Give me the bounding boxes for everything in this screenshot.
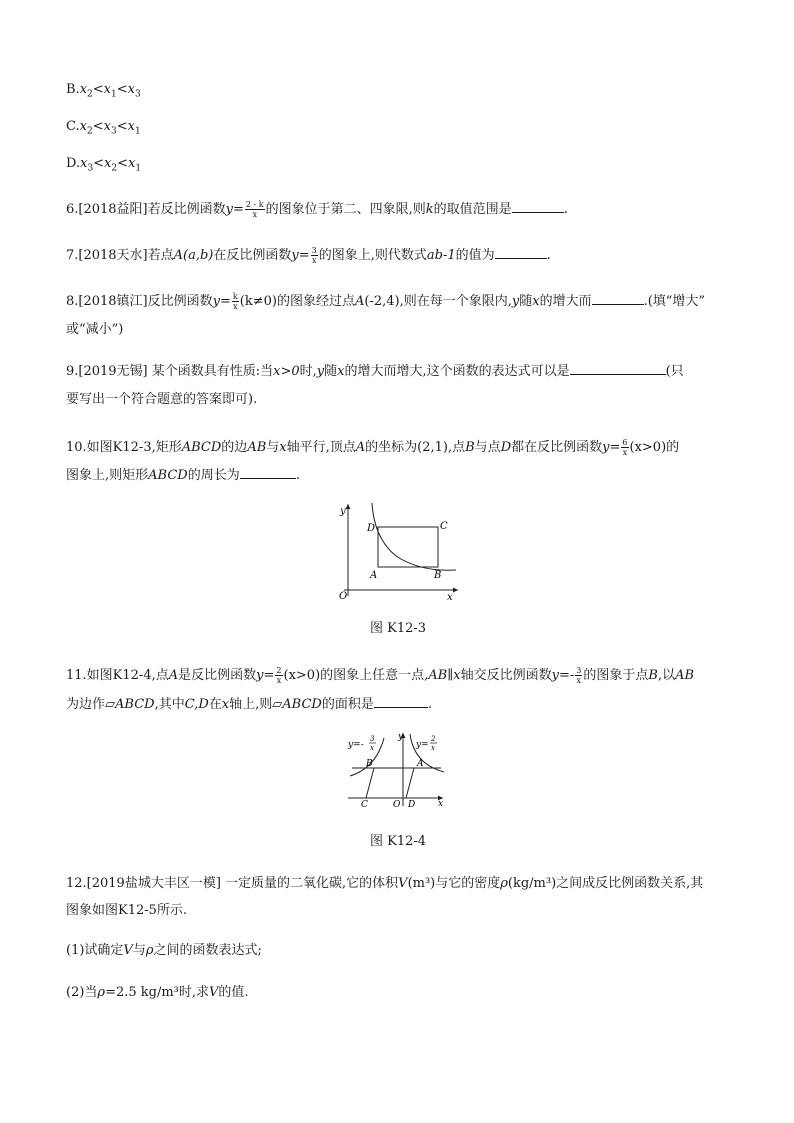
answer-blank[interactable]: [592, 292, 644, 305]
answer-blank[interactable]: [374, 695, 428, 708]
point-d-label: D: [408, 800, 416, 810]
y-axis-label: y: [398, 732, 404, 742]
question-6: 6.[2018益阳]若反比例函数y= $\frac{2 - k}{x}$ 的图象位于第二、四象限,则k的取值范围是 .: [66, 200, 568, 219]
point-b-label: B: [366, 759, 373, 769]
question-11-line-2: 为边作▱ABCD,其中C,D在x轴上,则▱ABCD的面积是 .: [66, 697, 432, 712]
origin-label: O: [393, 800, 401, 810]
figure-k12-4-caption: 图 K12-4: [370, 834, 427, 849]
answer-blank[interactable]: [240, 466, 296, 479]
fraction: $\frac{2 - k}{x}$: [245, 200, 264, 219]
point-c-label: C: [361, 800, 368, 810]
point-a-label: A: [370, 570, 378, 581]
y-axis-label: y: [340, 506, 346, 517]
choice-d[interactable]: $D.x_3<x_2<x_1$: [66, 156, 142, 174]
left-function-numerator: 3: [370, 735, 375, 743]
figure-k12-3: [330, 498, 465, 603]
question-10: 10.如图K12-3,矩形ABCD的边AB与x轴平行,顶点A的坐标为(2,1),点B与点D都在反比例函数y= $\frac{6}{x}$ (x>0)的: [66, 438, 680, 457]
point-d-label: D: [367, 523, 376, 534]
question-12-line-2: 图象如图K12-5所示.: [66, 903, 188, 918]
fraction: $\frac{3}{x}$: [576, 666, 582, 685]
choice-c[interactable]: $C.x_2<x_3<x_1$: [66, 119, 141, 137]
hyperbola-curve: [372, 503, 456, 570]
answer-blank[interactable]: [512, 200, 564, 213]
question-11: 11.如图K12-4,点A是反比例函数y= $\frac{2}{x}$ (x>0)的图象上任意一点,AB∥x轴交反比例函数y=- $\frac{3}{x}$ 的图象于点B,以AB: [66, 666, 695, 685]
figure-k12-4: [340, 730, 450, 810]
x-axis-label: x: [447, 592, 453, 603]
fraction: $\frac{6}{x}$: [622, 438, 628, 457]
question-12: 12.[2019盐城大丰区一模] 一定质量的二氧化碳,它的体积V(m³)与它的密度ρ(kg/m³)之间成反比例函数关系,其: [66, 876, 704, 891]
right-function-label: y=: [416, 740, 429, 750]
answer-blank[interactable]: [495, 246, 547, 259]
side-ad: [406, 768, 414, 798]
fraction: $\frac{2}{x}$: [276, 666, 282, 685]
left-function-denominator: x: [370, 744, 374, 752]
question-8-line-2: 或“减小”): [66, 322, 124, 337]
figure-k12-3-caption: 图 K12-3: [370, 621, 427, 636]
answer-blank[interactable]: [570, 362, 666, 375]
point-a-label: A: [417, 759, 424, 769]
x-axis-label: x: [438, 799, 444, 809]
side-bc: [366, 768, 374, 798]
question-12-part-1: (1)试确定V与ρ之间的函数表达式;: [66, 943, 262, 958]
y-axis-arrow-icon: [346, 504, 351, 509]
question-9-line-2: 要写出一个符合题意的答案即可).: [66, 392, 258, 407]
question-10-line-2: 图象上,则矩形ABCD的周长为 .: [66, 468, 300, 483]
question-7: 7.[2018天水]若点A(a,b)在反比例函数y= $\frac{3}{x}$ 的图象上,则代数式ab-1的值为 .: [66, 246, 551, 265]
origin-label: O: [339, 591, 348, 602]
point-c-label: C: [440, 521, 448, 532]
right-function-numerator: 2: [431, 735, 436, 743]
fraction: $\frac{k}{x}$: [232, 292, 238, 311]
fraction: $\frac{3}{x}$: [311, 246, 317, 265]
question-12-part-2: (2)当ρ=2.5 kg/m³时,求V的值.: [66, 985, 249, 1000]
question-8: 8.[2018镇江]反比例函数y= $\frac{k}{x}$ (k≠0)的图象经过点A(-2,4),则在每一个象限内,y随x的增大而 .(填“增大”: [66, 292, 706, 311]
left-function-label: y=-: [348, 740, 364, 750]
question-9: 9.[2019无锡] 某个函数具有性质:当x>0时,y随x的增大而增大,这个函数的表达式可以是 (只: [66, 364, 684, 379]
x-axis-arrow-icon: [453, 588, 458, 593]
point-b-label: B: [434, 570, 442, 581]
choice-b[interactable]: $B.x_2<x_1<x_3$: [66, 82, 141, 100]
right-function-denominator: x: [431, 744, 435, 752]
